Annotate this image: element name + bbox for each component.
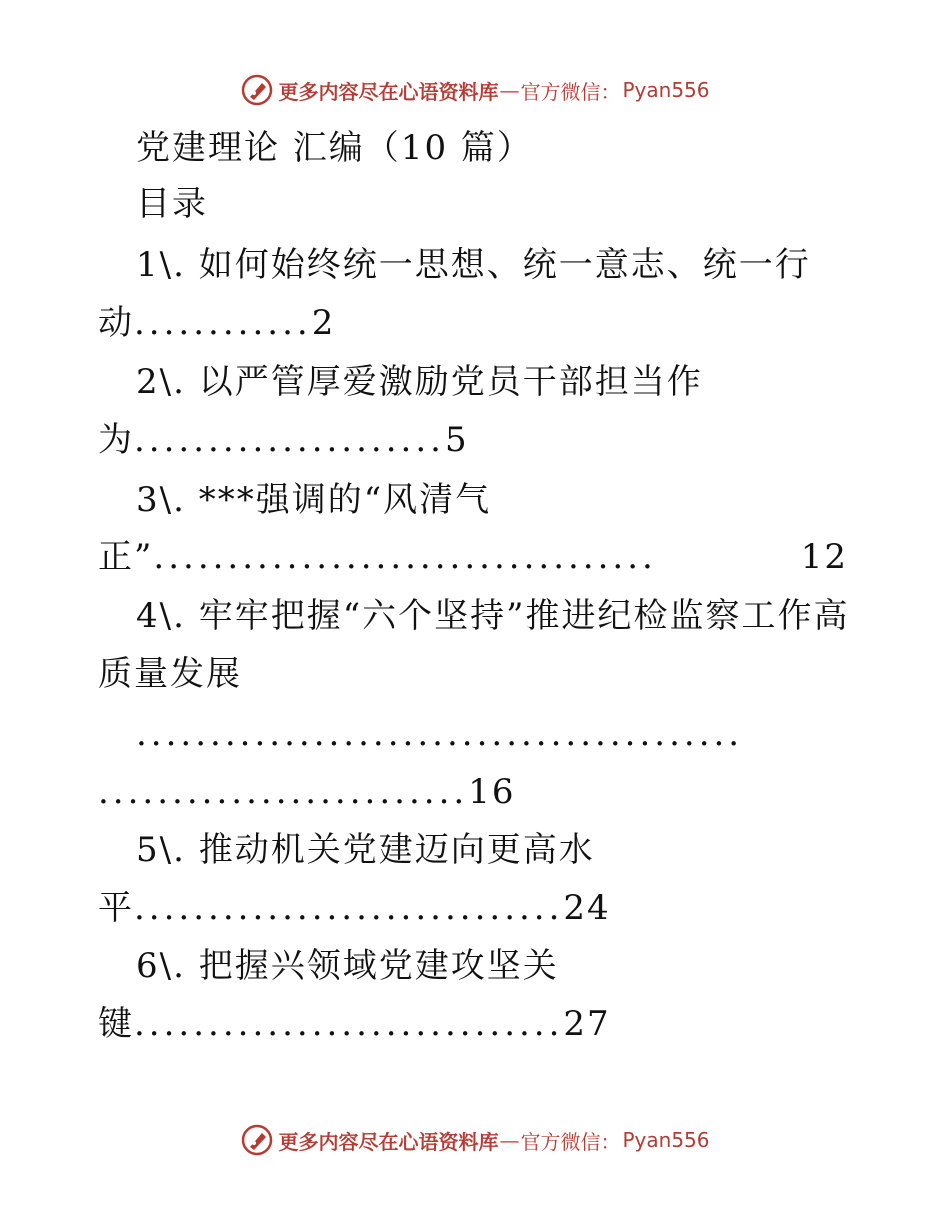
toc-entry-5-title[interactable]: 5\. 推动机关党建迈向更高水: [136, 830, 595, 870]
dash: —: [499, 1128, 520, 1152]
site-text: 更多内容尽在心语资料库: [278, 79, 499, 104]
dash: —: [499, 78, 520, 102]
toc-entry-6-page: 27: [563, 1004, 611, 1044]
toc-entry-4-leaders-a: .........................................: [136, 714, 744, 754]
toc-entry-1-line2[interactable]: [98, 303, 335, 343]
toc-entry-2-leaders: .....................: [134, 420, 445, 460]
header-banner: [0, 70, 950, 110]
toc-entry-3-leaders: ..................................: [153, 537, 657, 577]
toc-entry-4-leaders-row: [136, 714, 848, 754]
toc-entry-2-page: 5: [444, 420, 469, 460]
toc-entry-1-tail: 动: [98, 303, 134, 343]
pen-nib-logo-icon: [240, 1123, 274, 1157]
toc-entry-5-line2[interactable]: [98, 888, 611, 928]
toc-entry-2-tail: 为: [98, 420, 134, 460]
toc-entry-6-tail: 键: [98, 1004, 134, 1044]
toc-entry-6-line2[interactable]: [98, 1004, 611, 1044]
pen-nib-logo-icon: [240, 73, 274, 107]
toc-entry-6-title[interactable]: 6\. 把握兴领域党建攻坚关: [136, 946, 559, 986]
toc-entry-4-title[interactable]: 4\. 牢牢把握“六个坚持”推进纪检监察工作高: [136, 596, 850, 636]
toc-entry-2-line2[interactable]: [98, 420, 469, 460]
toc-entry-5-leaders: .............................: [134, 888, 564, 928]
toc-entry-4-leaders-b: .........................: [98, 772, 469, 812]
toc-entry-1-title[interactable]: 1\. 如何始终统一思想、统一意志、统一行: [136, 245, 811, 285]
toc-entry-5-tail: 平: [98, 888, 134, 928]
toc-entry-3-page: 12: [800, 537, 848, 577]
toc-entry-6-leaders: .............................: [134, 1004, 564, 1044]
wechat-id: Pyan556: [622, 1128, 710, 1152]
toc-entry-3-title[interactable]: 3\. ***强调的“风清气: [136, 480, 492, 520]
wechat-label: 官方微信：: [520, 79, 621, 104]
wechat-label: 官方微信：: [520, 1129, 621, 1154]
site-text: 更多内容尽在心语资料库: [278, 1129, 499, 1154]
footer-banner: [0, 1120, 950, 1160]
toc-heading: 目录: [136, 184, 208, 224]
toc-entry-3-line2[interactable]: [98, 537, 848, 577]
toc-entry-3-tail: 正”: [98, 537, 154, 577]
document-title: 党建理论 汇编（10 篇）: [136, 128, 533, 168]
toc-entry-4-page: 16: [468, 772, 516, 812]
toc-entry-5-page: 24: [563, 888, 611, 928]
toc-entry-4-line2[interactable]: 质量发展: [98, 654, 242, 694]
wechat-id: Pyan556: [622, 78, 710, 102]
toc-entry-4-line4[interactable]: [98, 772, 515, 812]
toc-entry-1-page: 2: [311, 303, 336, 343]
toc-entry-1-leaders: ............: [134, 303, 312, 343]
toc-entry-2-title[interactable]: 2\. 以严管厚爱激励党员干部担当作: [136, 362, 703, 402]
